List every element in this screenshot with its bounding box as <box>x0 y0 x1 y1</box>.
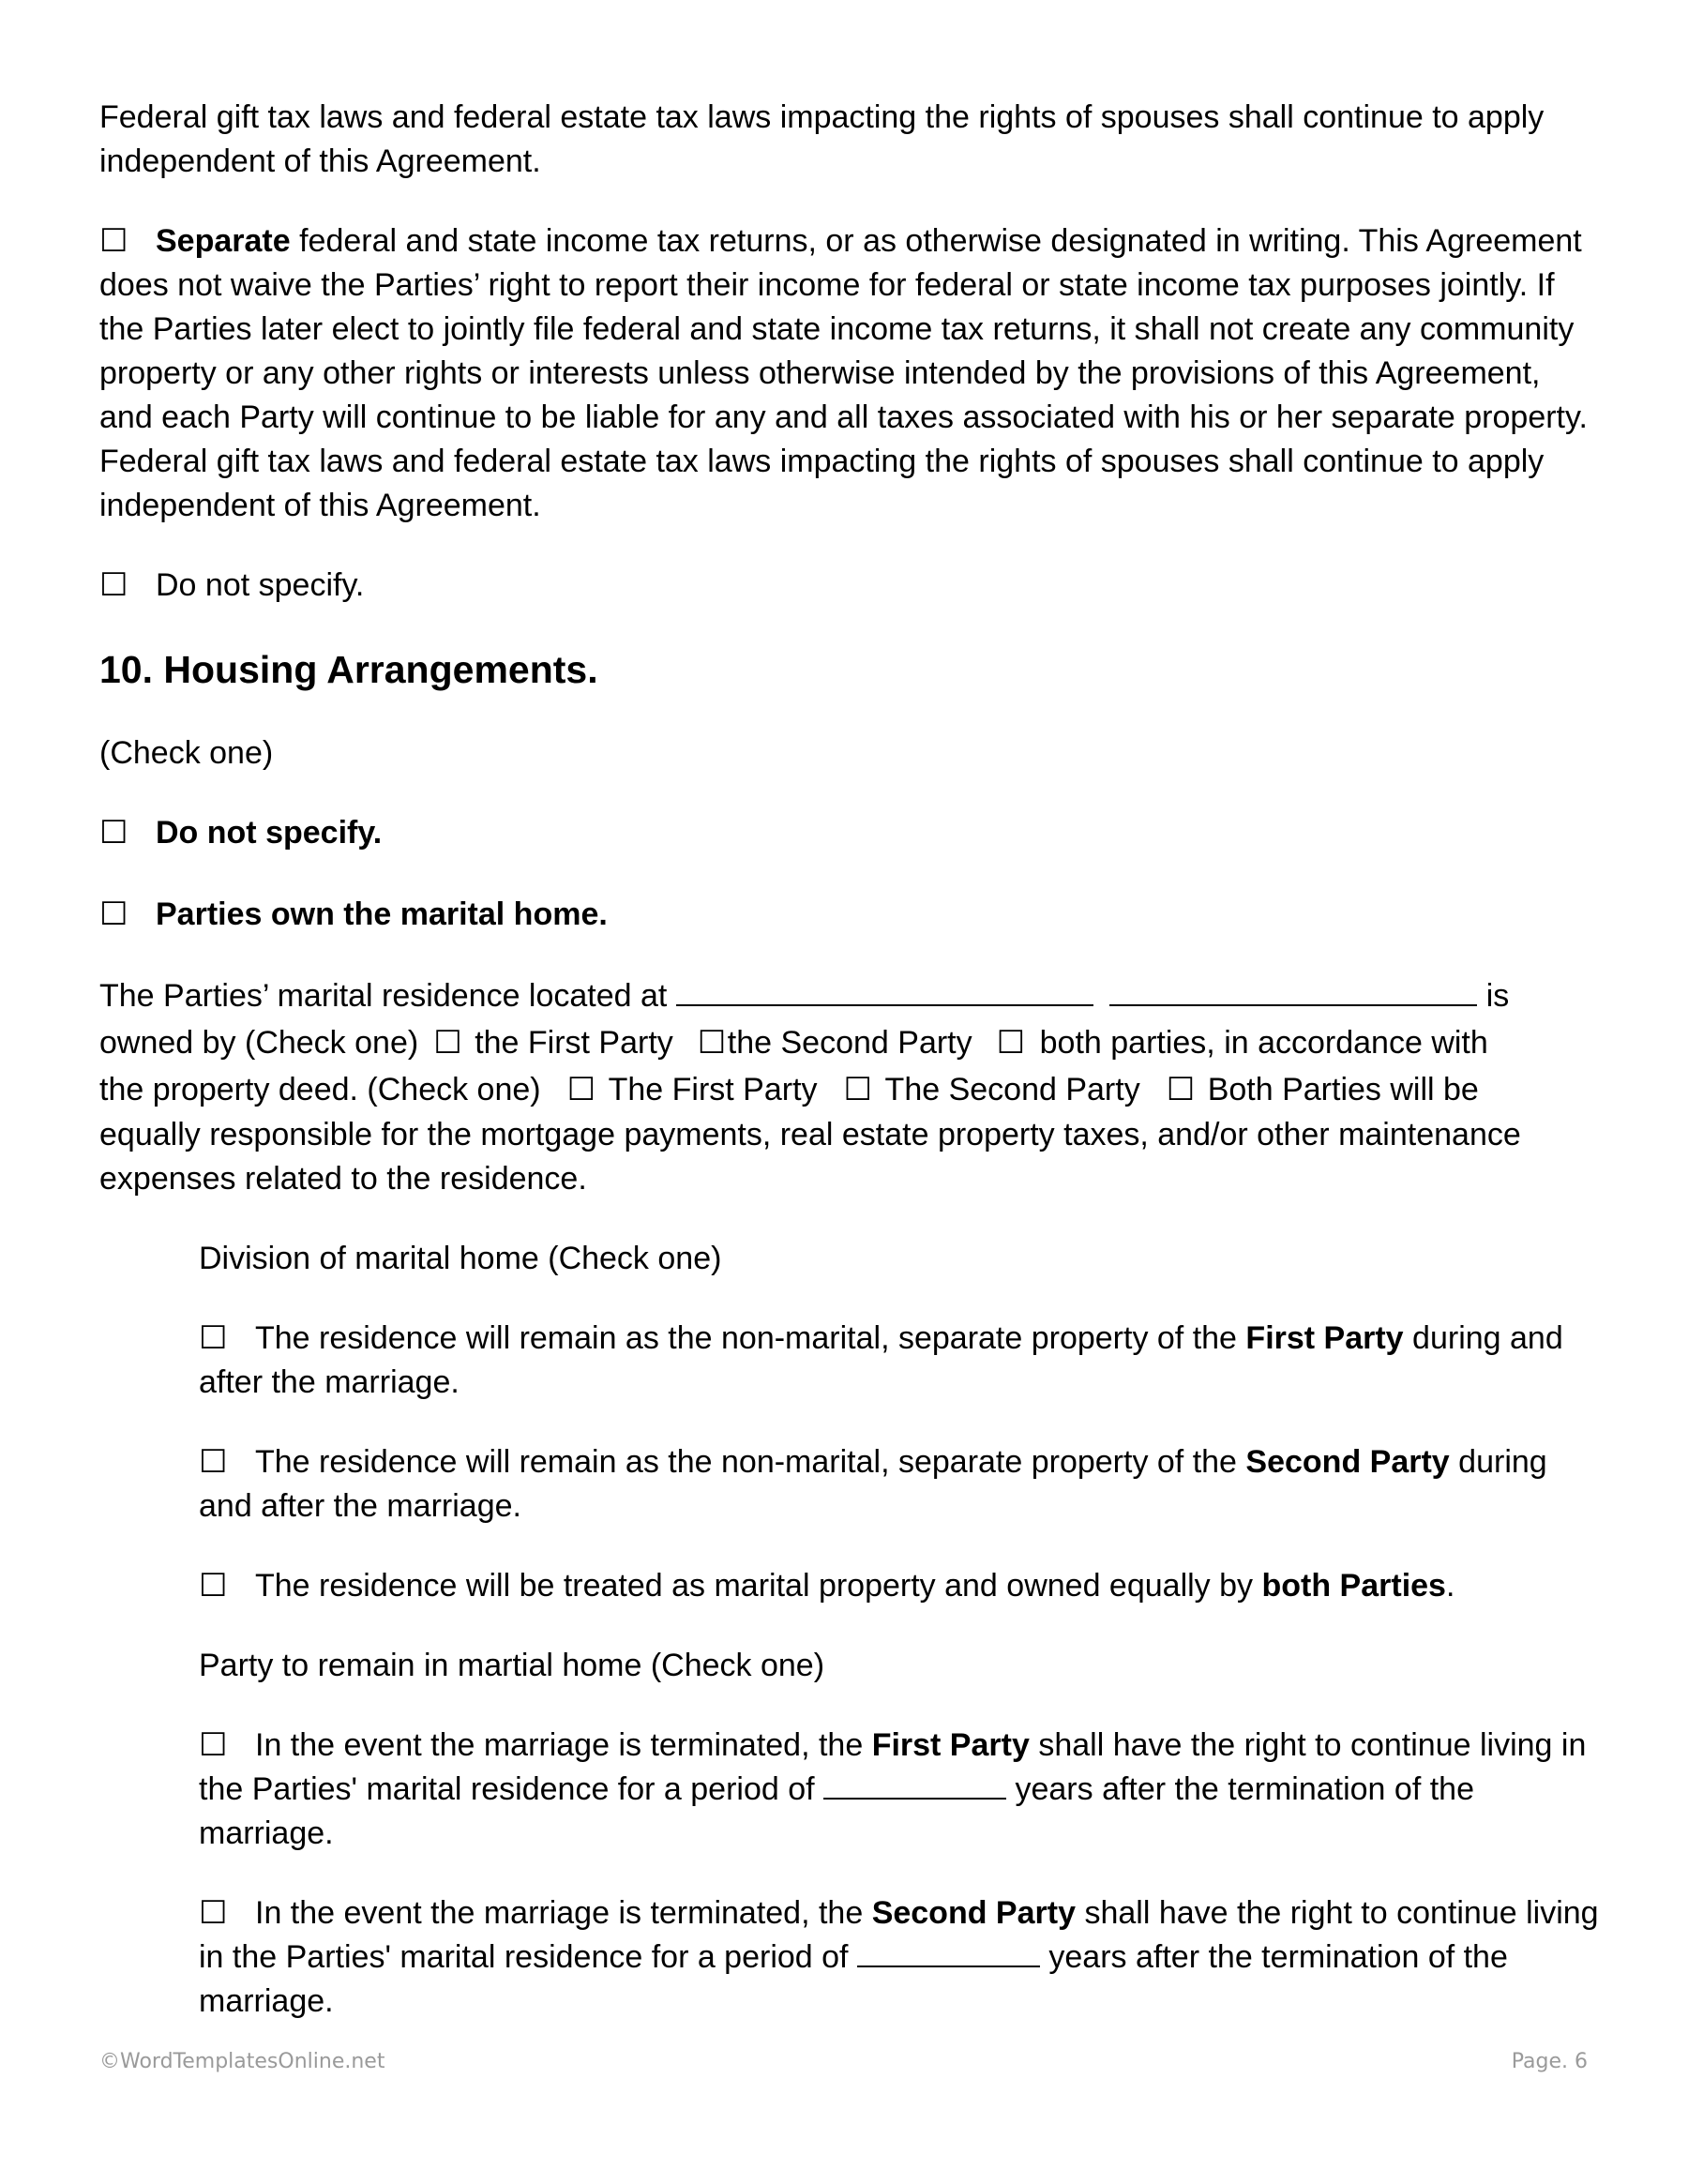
checkbox-icon[interactable]: ☐ <box>843 1072 873 1107</box>
remain-second-bold: Second Party <box>871 1895 1076 1931</box>
tax-do-not-specify-label: Do not specify. <box>156 567 365 603</box>
remain-first-mid: shall have the right to continue living in the Parties' marital residence for a period of <box>199 1727 1587 1807</box>
checkbox-icon[interactable]: ☐ <box>99 896 128 932</box>
remain-first-text: In the event the marriage is terminated, the <box>255 1727 872 1763</box>
checkbox-icon[interactable]: ☐ <box>1166 1072 1196 1107</box>
housing-do-not-specify-option[interactable] <box>99 811 1600 855</box>
separate-returns-text: federal and state income tax returns, or as otherwise designated in writing. This Agreement does not waive the Parties’ right to report their income for federal or state income tax purposes jointly. If the Parties later elect to jointly file federal and state income tax returns, it shall not create any community property or any other rights or interests unless otherwise intended by the provisions of this Agreement, and each Party will continue to be liable for any and all taxes associated with his or her separate property. Federal gift tax laws and federal estate tax laws impacting the rights of spouses shall continue to apply independent of this Agreement. <box>99 223 1588 523</box>
resp-rest-text: equally responsible for the mortgage payments, real estate property taxes, and/or other maintenance expenses related to the residence. <box>99 1117 1521 1197</box>
remain-second-mid: shall have the right to continue living in the Parties' marital residence for a period of <box>199 1895 1599 1975</box>
remain-first-bold: First Party <box>871 1727 1030 1763</box>
tax-do-not-specify-option[interactable] <box>99 564 1600 608</box>
division-section <box>199 1237 1600 2024</box>
document-page <box>99 96 1600 2024</box>
remain-first-post: years after the termination of the marriage. <box>199 1771 1474 1851</box>
address-line-field[interactable] <box>676 976 1093 1006</box>
years-blank-field[interactable] <box>857 1937 1040 1967</box>
address-line-field-2[interactable] <box>1109 976 1477 1006</box>
deed-label: the property deed. (Check one) <box>99 1072 541 1107</box>
housing-heading: 10. Housing Arrangements. <box>99 648 598 691</box>
parties-own-home-label: Parties own the marital home. <box>156 896 608 932</box>
division-first-post: during and after the marriage. <box>199 1320 1563 1400</box>
division-second-text: The residence will remain as the non-marital, separate property of the <box>255 1444 1246 1480</box>
checkbox-icon[interactable]: ☐ <box>566 1072 596 1107</box>
separate-returns-option[interactable] <box>99 219 1600 528</box>
division-label: Division of marital home (Check one) <box>199 1241 722 1276</box>
footer-page-number: Page. 6 <box>1511 2050 1588 2073</box>
remain-option-second[interactable] <box>199 1891 1600 2024</box>
residence-is: is <box>1485 978 1510 1014</box>
owner-both-label: both parties, in accordance with <box>1039 1025 1488 1061</box>
housing-check-one: (Check one) <box>99 735 274 771</box>
division-both-post: . <box>1445 1568 1455 1604</box>
remain-second-post: years after the termination of the marriage. <box>199 1939 1508 2019</box>
checkbox-icon[interactable]: ☐ <box>99 567 128 603</box>
remain-option-first[interactable] <box>199 1724 1600 1856</box>
division-both-bold: both Parties <box>1261 1568 1446 1604</box>
residence-prefix: The Parties’ marital residence located at <box>99 978 668 1014</box>
years-blank-field[interactable] <box>823 1770 1006 1800</box>
parties-own-home-option[interactable] <box>99 893 1600 937</box>
checkbox-icon[interactable]: ☐ <box>697 1025 727 1061</box>
remain-label: Party to remain in martial home (Check one) <box>199 1648 825 1683</box>
checkbox-icon[interactable]: ☐ <box>199 1727 228 1763</box>
residence-paragraph <box>99 972 1600 1201</box>
page-footer <box>99 2050 1588 2073</box>
checkbox-icon[interactable]: ☐ <box>199 1568 228 1604</box>
division-second-post: during and after the marriage. <box>199 1444 1547 1524</box>
division-first-bold: First Party <box>1245 1320 1404 1356</box>
checkbox-icon[interactable]: ☐ <box>199 1320 228 1356</box>
checkbox-icon[interactable]: ☐ <box>996 1025 1026 1061</box>
division-second-bold: Second Party <box>1245 1444 1450 1480</box>
owner-first-label: the First Party <box>475 1025 673 1061</box>
remain-second-text: In the event the marriage is terminated, the <box>255 1895 872 1931</box>
footer-copyright: ©WordTemplatesOnline.net <box>99 2050 385 2073</box>
division-option-first[interactable] <box>199 1317 1600 1405</box>
housing-do-not-specify-label: Do not specify. <box>156 815 383 851</box>
division-both-text: The residence will be treated as marital property and owned equally by <box>255 1568 1262 1604</box>
resp-second-label: The Second Party <box>884 1072 1140 1107</box>
division-option-second[interactable] <box>199 1440 1600 1529</box>
checkbox-icon[interactable]: ☐ <box>199 1444 228 1480</box>
tax-intro-paragraph: Federal gift tax laws and federal estate tax laws impacting the rights of spouses shall continue to apply independent of this Agreement. <box>99 99 1545 179</box>
separate-bold-label: Separate <box>156 223 291 259</box>
checkbox-icon[interactable]: ☐ <box>199 1895 228 1931</box>
resp-first-label: The First Party <box>608 1072 818 1107</box>
division-option-both[interactable] <box>199 1564 1600 1608</box>
checkbox-icon[interactable]: ☐ <box>99 815 128 851</box>
checkbox-icon[interactable]: ☐ <box>433 1025 462 1061</box>
checkbox-icon[interactable]: ☐ <box>99 223 128 259</box>
division-first-text: The residence will remain as the non-marital, separate property of the <box>255 1320 1246 1356</box>
owned-by-label: owned by (Check one) <box>99 1025 419 1061</box>
resp-both-label: Both Parties will be <box>1207 1072 1479 1107</box>
owner-second-label: the Second Party <box>727 1025 972 1061</box>
